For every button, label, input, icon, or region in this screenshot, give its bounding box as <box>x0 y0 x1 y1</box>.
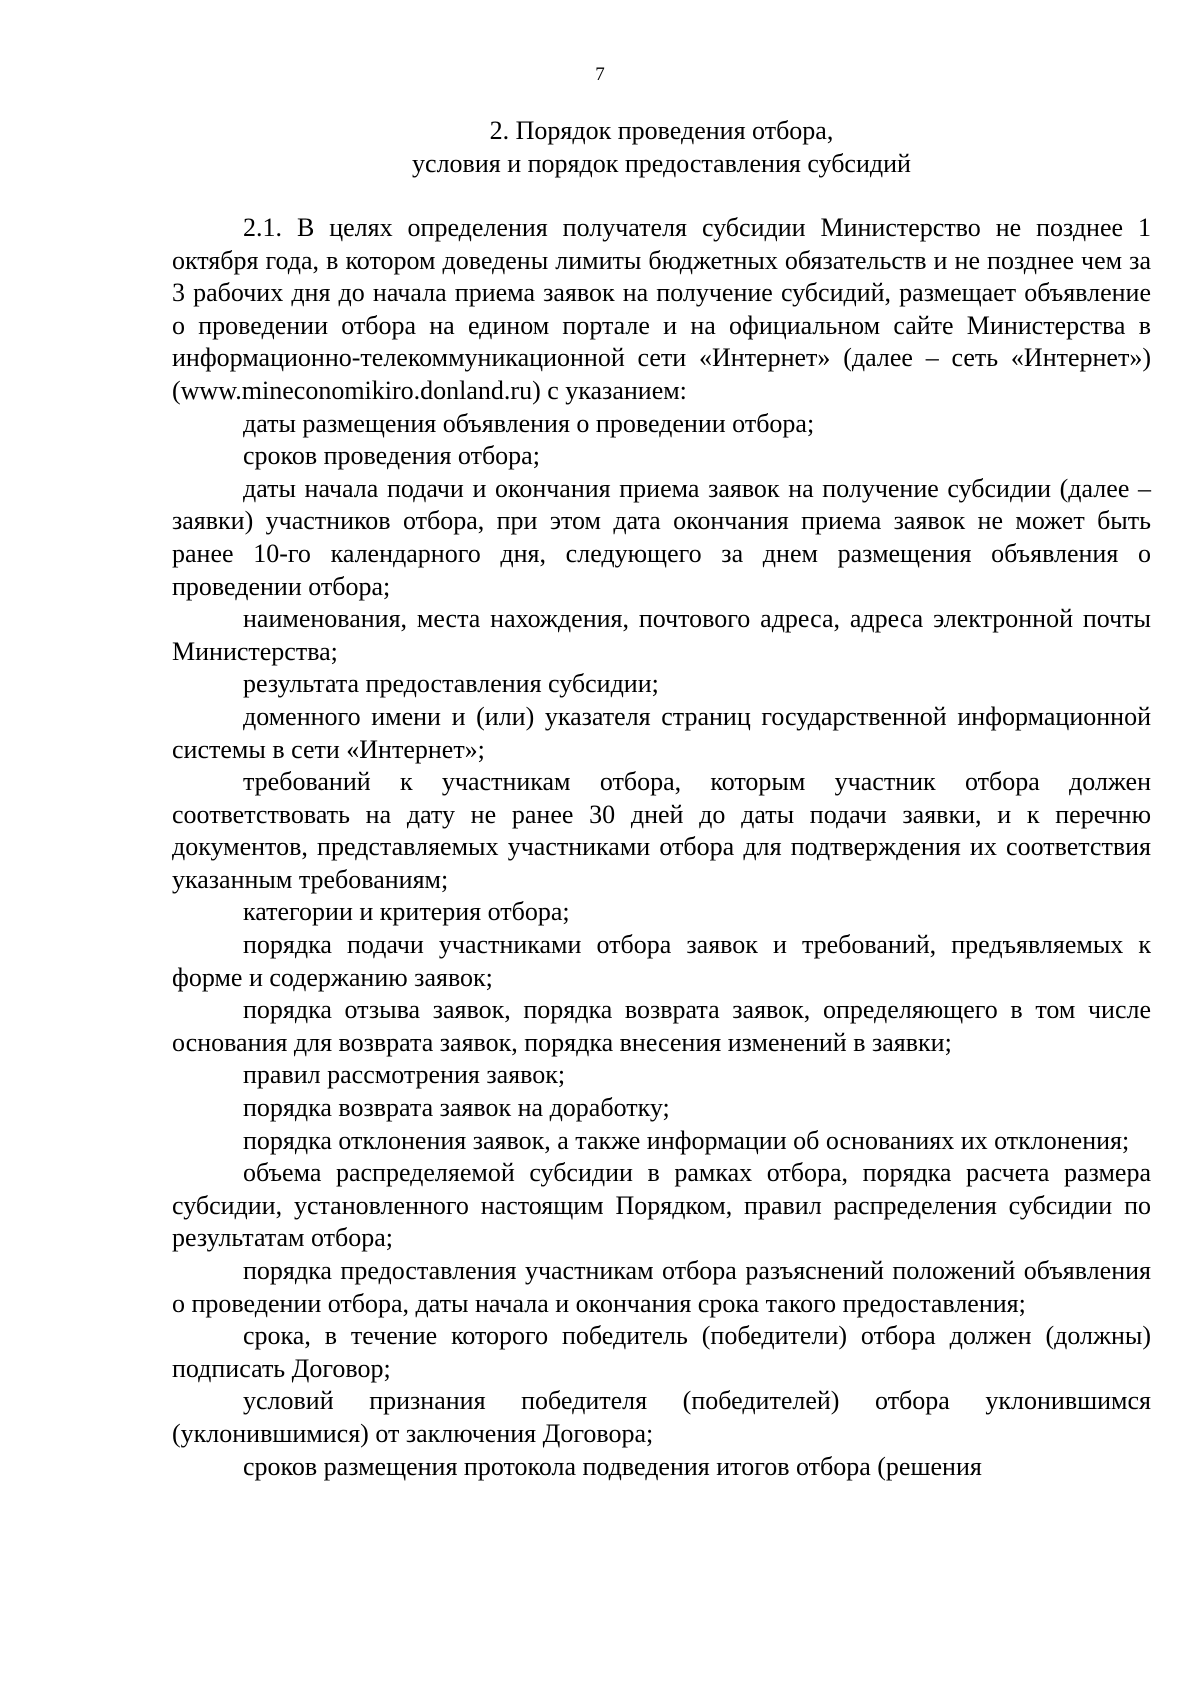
paragraph: сроков проведения отбора; <box>243 441 540 471</box>
paragraph: порядка подачи участниками отбора заявок и требований, предъявляемых к форме и содержанию заявок; <box>172 930 1151 992</box>
document-body <box>172 212 1151 1483</box>
section-heading <box>172 114 1151 180</box>
paragraph: даты начала подачи и окончания приема заявок на получение субсидии (далее – заявки) участников отбора, при этом дата окончания приема заявок не может быть ранее 10-го календарного дня, следующего за днем размещения объявления о проведении отбора; <box>172 473 1151 601</box>
section-heading-line-2: условия и порядок предоставления субсидий <box>412 149 911 178</box>
paragraph: порядка отзыва заявок, порядка возврата заявок, определяющего в том числе основания для возврата заявок, порядка внесения изменений в заявки; <box>172 995 1151 1057</box>
paragraph: 2.1. В целях определения получателя субсидии Министерство не позднее 1 октября года, в котором доведены лимиты бюджетных обязательств и не позднее чем за 3 рабочих дня до начала приема заявок на получение субсидий, размещает объявление о проведении отбора на едином портале и на официальном сайте Министерства в информационно-телекоммуникационной сети «Интернет» (далее – сеть «Интернет») (www.mineconomikiro.donland.ru) с указанием: <box>172 213 1151 405</box>
paragraph: наименования, места нахождения, почтового адреса, адреса электронной почты Министерства; <box>172 604 1151 666</box>
paragraph: правил рассмотрения заявок; <box>243 1060 566 1090</box>
paragraph: порядка возврата заявок на доработку; <box>243 1093 670 1123</box>
paragraph: порядка предоставления участникам отбора разъяснений положений объявления о проведении отбора, даты начала и окончания срока такого предоставления; <box>172 1256 1151 1318</box>
paragraph: порядка отклонения заявок, а также информации об основаниях их отклонения; <box>243 1125 1130 1155</box>
paragraph: срока, в течение которого победитель (победители) отбора должен (должны) подписать Договор; <box>172 1321 1151 1383</box>
paragraph: доменного имени и (или) указателя страниц государственной информационной системы в сети «Интернет»; <box>172 701 1151 764</box>
paragraph: условий признания победителя (победителей) отбора уклонившимся (уклонившимися) от заключения Договора; <box>172 1386 1151 1448</box>
paragraph: объема распределяемой субсидии в рамках отбора, порядка расчета размера субсидии, установленного настоящим Порядком, правил распределения субсидии по результатам отбора; <box>172 1158 1151 1253</box>
paragraph: категории и критерия отбора; <box>243 897 570 927</box>
paragraph: результата предоставления субсидии; <box>243 669 659 699</box>
paragraph: даты размещения объявления о проведении отбора; <box>243 408 815 438</box>
page-number: 7 <box>595 64 605 85</box>
section-heading-line-1: 2. Порядок проведения отбора, <box>489 116 834 145</box>
paragraph: требований к участникам отбора, которым участник отбора должен соответствовать на дату не ранее 30 дней до даты подачи заявки, и к перечню документов, представляемых участниками отбора для подтверждения их соответствия указанным требованиям; <box>172 767 1151 894</box>
paragraph: сроков размещения протокола подведения итогов отбора (решения <box>243 1451 982 1481</box>
